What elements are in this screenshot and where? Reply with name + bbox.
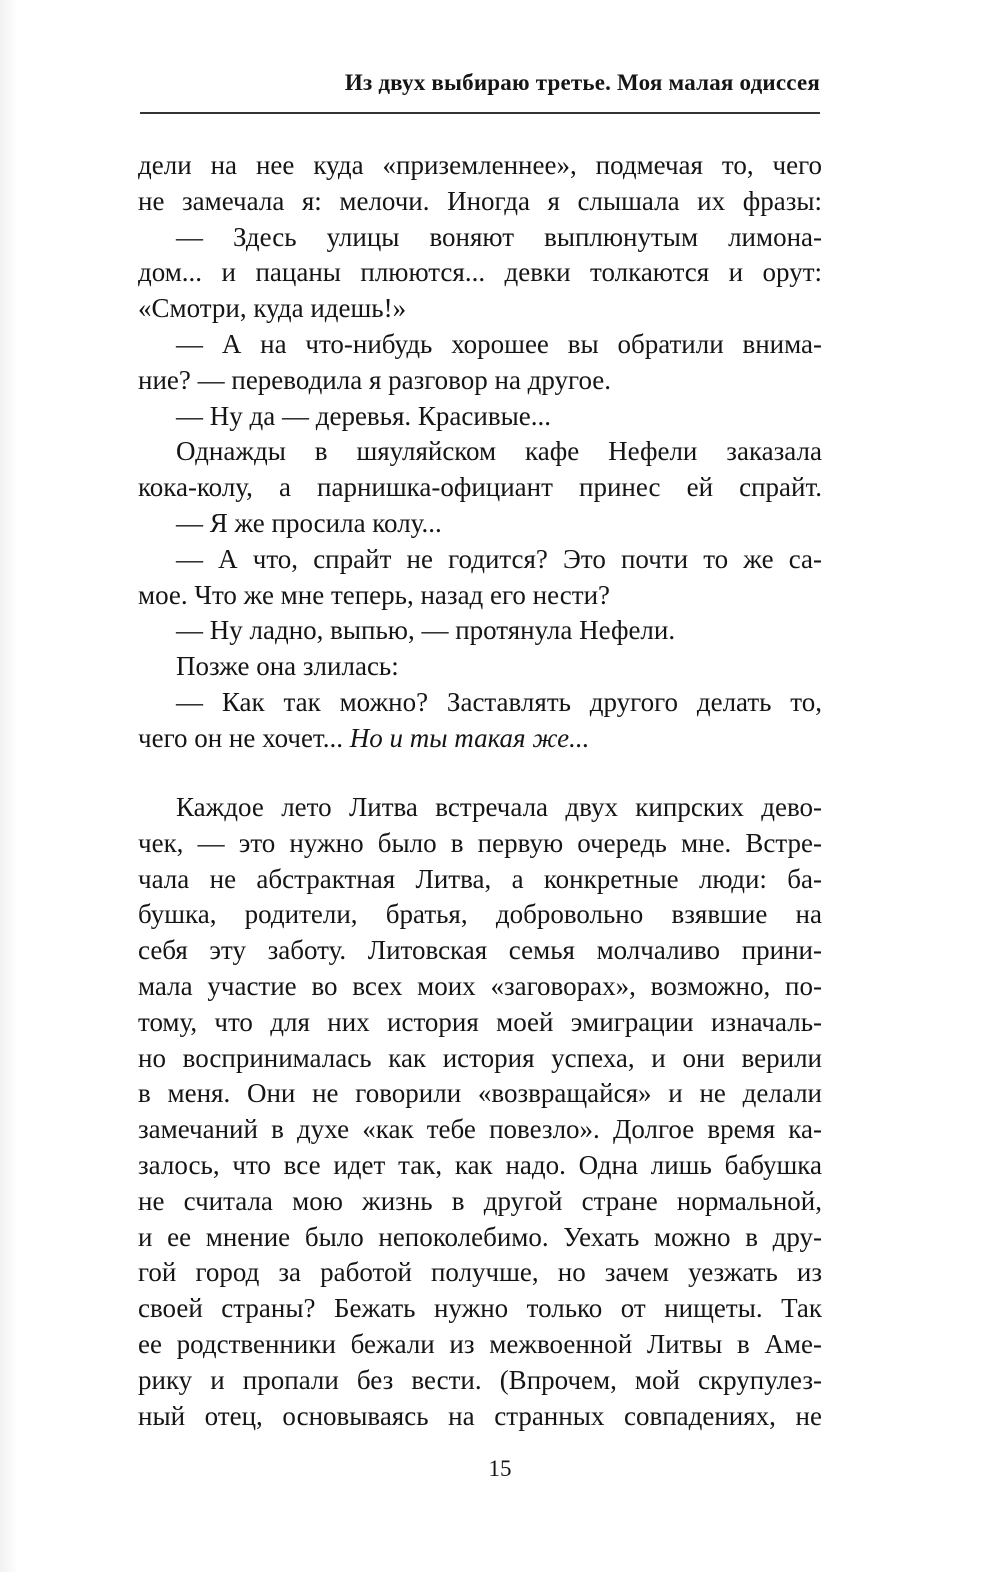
text-line: Каждое лето Литва встречала двух кипрских дево- (176, 792, 822, 822)
text-line: кока-колу, а парнишка-официант принес ей спрайт. (138, 472, 822, 503)
page-number: 15 (488, 1456, 512, 1481)
text-line: и ее мнение было непоколебимо. Уехать можно в дру- (138, 1221, 822, 1252)
text-line: — А на что-нибудь хорошее вы обратили внима- (176, 328, 822, 359)
text-line: гой город за работой получше, но зачем уезжать из (138, 1257, 822, 1288)
text-line: чала не абстрактная Литва, а конкретные люди: ба- (138, 863, 822, 894)
text-line: Позже она злилась: (176, 651, 399, 682)
text-line: — А что, спрайт не годится? Это почти то же са- (176, 543, 822, 574)
text-line: чек, — это нужно было в первую очередь мне. Встре- (138, 827, 822, 858)
text-line: мое. Что же мне теперь, назад его нести? (138, 579, 610, 610)
text-line: Однажды в шяуляйском кафе Нефели заказала (176, 436, 822, 467)
text-line: ее родственники бежали из межвоенной Литвы в Аме- (138, 1328, 822, 1359)
text-line: — Здесь улицы воняют выплюнутым лимона- (176, 221, 822, 252)
text-line: не считала мою жизнь в другой стране нормальной, (138, 1185, 822, 1216)
text-line: бушка, родители, братья, добровольно взявшие на (138, 899, 822, 930)
text-line: рику и пропали без вести. (Впрочем, мой скрупулез- (138, 1364, 822, 1395)
text-line: мала участие во всех моих «заговорах», возможно, по- (138, 970, 822, 1001)
running-header: Из двух выбираю третье. Моя малая одиссея (344, 70, 820, 95)
text-line: но воспринималась как история успеха, и они верили (138, 1042, 822, 1073)
text-block-dialogue (138, 148, 822, 757)
text-line: ние? — переводила я разговор на другое. (138, 364, 612, 395)
text-line: дели на нее куда «приземленнее», подмечая то, чего (138, 150, 822, 180)
text-line: «Смотри, куда идешь!» (138, 293, 407, 324)
text-line-mixed (138, 721, 822, 757)
page-spine-shadow (0, 0, 18, 1572)
text-line: — Ну ладно, выпью, — протянула Нефели. (176, 615, 676, 646)
text-line: — Как так можно? Заставлять другого делать то, (176, 686, 822, 717)
text-line: себя эту заботу. Литовская семья молчаливо прини- (138, 935, 822, 966)
text-line: тому, что для них история моей эмиграции изначаль- (138, 1006, 822, 1037)
text-line: замечаний в духе «как тебе повезло». Долгое время ка- (138, 1114, 822, 1145)
text-block-narrative (138, 790, 822, 1434)
text-line: в меня. Они не говорили «возвращайся» и не делали (138, 1078, 822, 1109)
text-line: своей страны? Бежать нужно только от нищеты. Так (138, 1293, 822, 1324)
text-segment-italic: Но и ты такая же... (349, 722, 590, 753)
text-line: залось, что все идет так, как надо. Одна лишь бабушка (138, 1149, 822, 1180)
header-rule (140, 112, 820, 114)
text-segment-regular: чего он не хочет... (138, 722, 350, 753)
text-line: не замечала я: мелочи. Иногда я слышала их фразы: (138, 185, 822, 216)
text-line: дом... и пацаны плюются... девки толкаются и орут: (138, 257, 822, 288)
text-line: — Ну да — деревья. Красивые... (176, 400, 551, 431)
text-line: ный отец, основываясь на странных совпадениях, не (138, 1400, 822, 1431)
text-line: — Я же просила колу... (176, 507, 442, 538)
